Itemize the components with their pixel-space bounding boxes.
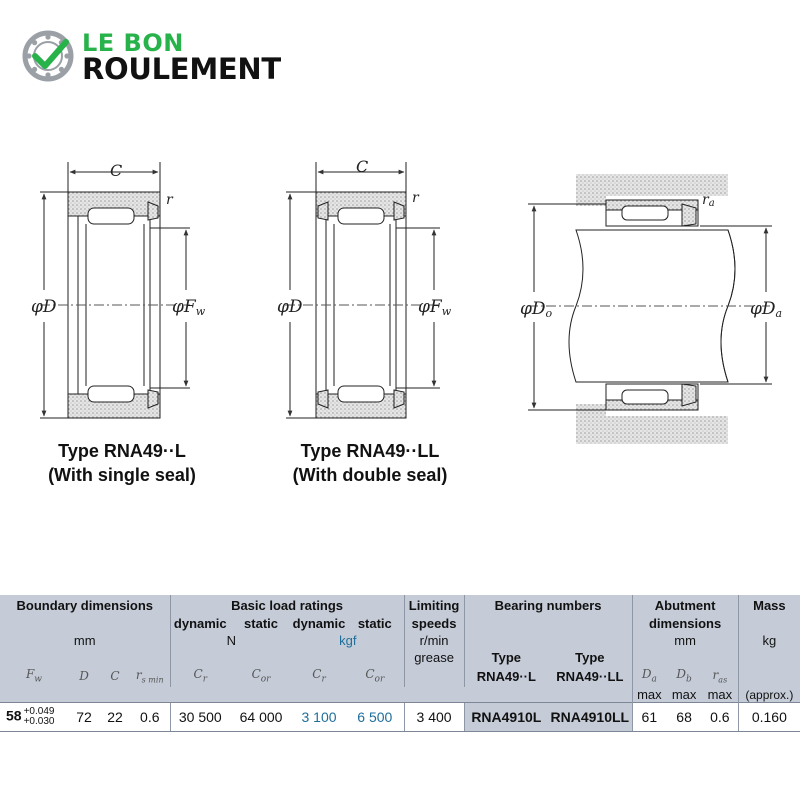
header-type-ll: Type xyxy=(548,649,632,665)
table-header-row-3 xyxy=(0,632,800,649)
sym-cr-n: $C_r$ xyxy=(170,665,230,687)
caption-double-seal xyxy=(270,439,470,487)
sym-cr-kgf: $C_r$ xyxy=(292,665,346,687)
header-ras-max: max xyxy=(702,687,738,703)
header-abutment-2: dimensions xyxy=(632,615,738,632)
header-abutment-1: Abutment xyxy=(632,595,738,615)
sym-da: $D_a$ xyxy=(632,665,666,687)
caption-double-seal-type: Type RNA49··LL xyxy=(300,441,440,461)
sym-rs: $r_{s min}$ xyxy=(130,665,170,687)
header-type-l: Type xyxy=(464,649,548,665)
logo xyxy=(22,26,302,86)
table-header-row-5 xyxy=(0,665,800,687)
header-unit-rmin: r/min xyxy=(404,632,464,649)
header-load: Basic load ratings xyxy=(170,595,404,615)
fig3-dim-ra: ra xyxy=(702,192,715,209)
cell-rs: 0.6 xyxy=(130,703,170,732)
caption-double-seal-desc: (With double seal) xyxy=(292,465,448,485)
sym-cor-n: $C_{or}$ xyxy=(230,665,292,687)
cell-cor-n: 64 000 xyxy=(230,703,292,732)
header-unit-n: N xyxy=(170,632,292,649)
header-unit-kg: kg xyxy=(738,632,800,649)
header-type-l-name: RNA49··L xyxy=(464,665,548,687)
header-mass: Mass xyxy=(738,595,800,615)
fig2-dim-fw: φFw xyxy=(418,297,452,318)
fig3-dim-da: φDa xyxy=(750,299,783,320)
cell-tol-upper: +0.049 xyxy=(23,706,55,717)
logo-line1: LE BON xyxy=(82,29,184,57)
cell-bearing-ll: RNA4910LL xyxy=(548,703,632,732)
cell-cor-kgf: 6 500 xyxy=(346,703,404,732)
cell-db: 68 xyxy=(666,703,702,732)
spec-table xyxy=(0,595,800,732)
fig1-dim-d: φD xyxy=(31,297,57,317)
table-row xyxy=(0,703,800,732)
cell-ras: 0.6 xyxy=(702,703,738,732)
header-static-n: static xyxy=(230,615,292,632)
sym-db: $D_b$ xyxy=(666,665,702,687)
table-header-row-1 xyxy=(0,595,800,615)
cell-tol-lower: +0.030 xyxy=(23,716,55,727)
header-dynamic-kgf: dynamic xyxy=(292,616,346,631)
fig3-dim-do: φDo xyxy=(520,299,553,320)
table-header-row-6 xyxy=(0,687,800,703)
caption-single-seal-desc: (With single seal) xyxy=(48,465,196,485)
table-header-row-4 xyxy=(0,649,800,665)
caption-single-seal xyxy=(30,439,214,487)
table-header-row-2 xyxy=(0,615,800,632)
header-limiting-1: Limiting xyxy=(404,595,464,615)
sym-fw: $F_w$ xyxy=(0,665,68,687)
header-approx: (approx.) xyxy=(738,687,800,703)
cell-speed: 3 400 xyxy=(404,703,464,732)
fig2-dim-r: r xyxy=(412,190,419,206)
cell-cr-kgf: 3 100 xyxy=(292,703,346,732)
sym-c: C xyxy=(100,665,130,687)
sym-ras: $r_{as}$ xyxy=(702,665,738,687)
header-unit-kgf: kgf xyxy=(292,632,404,649)
cell-cr-n: 30 500 xyxy=(170,703,230,732)
header-unit-mm: mm xyxy=(0,632,170,649)
cell-c: 22 xyxy=(100,703,130,732)
header-limiting-2: speeds xyxy=(404,615,464,632)
fig1-dim-r: r xyxy=(166,192,173,208)
header-dynamic-n: dynamic xyxy=(170,615,230,632)
header-static-kgf: static xyxy=(346,615,404,632)
cell-da: 61 xyxy=(632,703,666,732)
header-db-max: max xyxy=(666,687,702,703)
caption-single-seal-type: Type RNA49··L xyxy=(58,441,186,461)
fig2-dim-c: C xyxy=(356,157,369,176)
sym-d: D xyxy=(68,665,100,687)
bearing-check-icon xyxy=(22,28,78,84)
cell-d: 72 xyxy=(68,703,100,732)
fig1-dim-fw: φFw xyxy=(172,297,206,318)
fig1-dim-c: C xyxy=(110,161,123,180)
header-da-max: max xyxy=(632,687,666,703)
header-unit-grease: grease xyxy=(404,649,464,665)
logo-line2: ROULEMENT xyxy=(82,52,281,86)
fig2-dim-d: φD xyxy=(277,297,303,317)
header-boundary: Boundary dimensions xyxy=(0,595,170,615)
header-type-ll-name: RNA49··LL xyxy=(548,665,632,687)
header-abutment-mm: mm xyxy=(632,632,738,649)
sym-cor-kgf: $C_{or}$ xyxy=(346,665,404,687)
cell-mass: 0.160 xyxy=(738,703,800,732)
header-bearing-numbers: Bearing numbers xyxy=(464,595,632,615)
drawing-mounting xyxy=(528,174,772,444)
cell-bearing-l: RNA4910L xyxy=(464,703,548,732)
cell-fw: 58 +0.049 +0.030 xyxy=(0,703,68,732)
